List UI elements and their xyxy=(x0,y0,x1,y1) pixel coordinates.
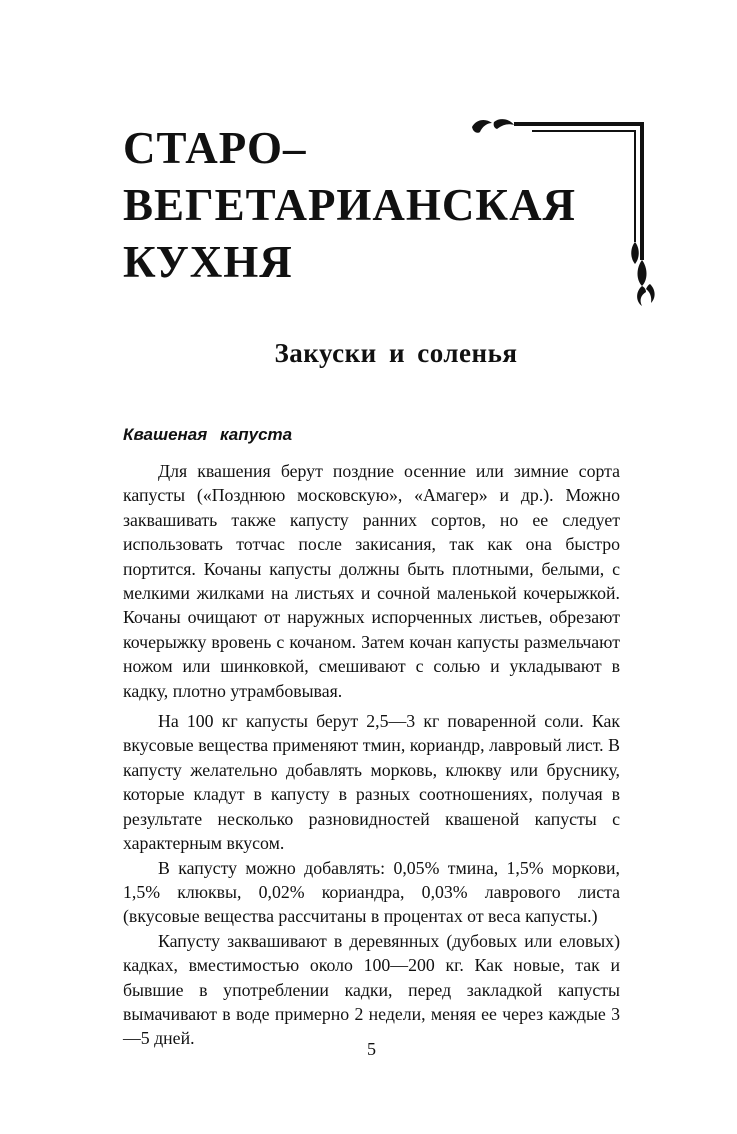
page-number: 5 xyxy=(367,1039,376,1059)
paragraph: На 100 кг капусты берут 2,5—3 кг поваренной соли. Как вкусовые вещества применяют тмин, кориандр, лавровый лист. В капусту желательно добавлять морковь, клюкву или бруснику, которые кладут в капусту в разных соотношениях, получая в результате несколько разновидностей квашеной капусты с характерным вкусом. xyxy=(123,711,620,854)
chapter-title-line-3: КУХНЯ xyxy=(123,237,293,287)
recipe-title: Квашеная капуста xyxy=(123,425,293,444)
paragraph: В капусту можно добавлять: 0,05% тмина, 1,5% моркови, 1,5% клюквы, 0,02% кориандра, 0,03% лаврового листа (вкусовые вещества рассчитаны в процентах от веса капусты.) xyxy=(123,857,620,927)
recipe-body xyxy=(123,459,620,1051)
paragraph: Для квашения берут поздние осенние или зимние сорта капусты («Позднюю московскую», «Амагер» и др.). Можно заквашивать также капусту ранних сортов, но ее следует использовать тотчас после закисания, так как она быстро портится. Кочаны капусты должны быть плотными, белыми, с мелкими жилками на листьях и сочной маленькой кочерыжкой. Кочаны очищают от наружных испорченных листьев, обрезают кочерыжку вровень с кочаном. Затем кочан капусты размельчают ножом или шинковкой, смешивают с солью и укладывают в кадку, плотно утрамбовывая. xyxy=(123,461,620,701)
corner-ornament-icon xyxy=(470,108,665,308)
section-title: Закуски и соленья xyxy=(274,338,518,368)
chapter-title-line-2: ВЕГЕТАРИАНСКАЯ xyxy=(123,180,577,230)
chapter-title-line-1: СТАРО– xyxy=(123,123,307,173)
paragraph: Капусту заквашивают в деревянных (дубовых или еловых) кадках, вместимостью около 100—200 кг. Как новые, так и бывшие в употреблении кадки, перед закладкой капусты вымачивают в воде примерно 2 недели, меняя ее через каждые 3—5 дней. xyxy=(123,930,620,1049)
